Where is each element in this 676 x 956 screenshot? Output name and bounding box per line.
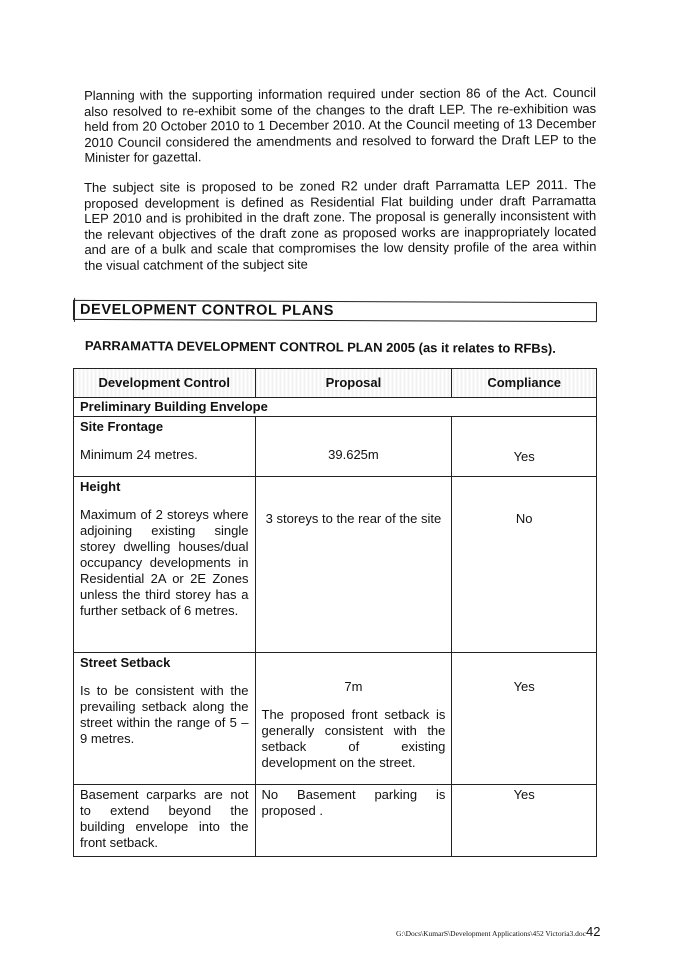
table-header-row [74, 369, 597, 398]
control-cell [74, 477, 256, 653]
page-number: 42 [586, 924, 601, 939]
compliance-cell [452, 477, 597, 653]
control-cell [74, 417, 256, 477]
compliance-text: Yes [513, 679, 535, 694]
table-row [74, 653, 597, 785]
row-subheading: Site Frontage [80, 419, 164, 434]
proposal-text: 39.625m [328, 447, 379, 462]
compliance-text: Yes [513, 449, 535, 464]
compliance-cell [452, 417, 597, 477]
row-subheading: Street Setback [80, 655, 171, 670]
group-label: Preliminary Building Envelope [74, 398, 597, 417]
control-text: Maximum of 2 storeys where adjoining existing single storey dwelling houses/dual occupancy developments in Residential 2A or 2E Zones unless the third storey has a further setback of 6 metres. [80, 507, 249, 618]
page-footer [396, 924, 600, 939]
dcp-table [73, 368, 597, 857]
proposal-cell [255, 477, 452, 653]
header-proposal: Proposal [255, 369, 452, 398]
control-text: Is to be consistent with the prevailing setback along the street within the range of 5 – 9 metres. [80, 683, 249, 746]
proposal-text: No Basement parking is proposed . [261, 787, 446, 818]
row-subheading: Height [80, 479, 121, 494]
compliance-text: Yes [513, 787, 535, 802]
plan-title: PARRAMATTA DEVELOPMENT CONTROL PLAN 2005 (as it relates to RFBs). [84, 338, 556, 356]
header-compliance: Compliance [452, 369, 597, 398]
compliance-cell [452, 785, 597, 857]
proposal-cell [255, 417, 452, 477]
header-development-control: Development Control [74, 369, 256, 398]
control-text: Minimum 24 metres. [80, 447, 198, 462]
proposal-cell [255, 653, 452, 785]
table-row [74, 417, 597, 477]
table-row [74, 785, 597, 857]
body-paragraph: The subject site is proposed to be zoned R2 under draft Parramatta LEP 2011. The proposed development is defined as Residential Flat building under draft Parramatta LEP 2010 and is prohibited in the draft zone. The proposal is generally inconsistent with the relevant objectives of the draft zone as proposed works are inappropriately located and are of a bulk and scale that compromises the low density profile of the area within the visual catchment of the subject site [84, 176, 597, 273]
control-cell [74, 653, 256, 785]
compliance-text: No [515, 511, 533, 526]
compliance-cell [452, 653, 597, 785]
section-heading [73, 300, 597, 322]
table-row [74, 477, 597, 653]
control-cell [74, 785, 256, 857]
body-paragraph: Planning with the supporting information required under section 86 of the Act. Council also resolved to re-exhibit some of the changes to the draft LEP. The re-exhibition was held from 20 October 2010 to 1 December 2010. At the Council meeting of 13 December 2010 Council considered the amendments and resolved to forward the Draft LEP to the Minister for gazettal. [84, 84, 597, 165]
section-heading-text: DEVELOPMENT CONTROL PLANS [79, 301, 335, 319]
proposal-note: The proposed front setback is generally consistent with the setback of existing development on the street. [261, 707, 446, 770]
proposal-text: 7m [344, 679, 363, 694]
control-text: Basement carparks are not to extend beyond the building envelope into the front setback. [80, 787, 249, 850]
group-row [74, 398, 597, 417]
footer-path: G:\Docs\KumarS\Development Applications\452 Victoria3.doc [396, 929, 587, 938]
proposal-text: 3 storeys to the rear of the site [265, 511, 442, 526]
proposal-cell [255, 785, 452, 857]
